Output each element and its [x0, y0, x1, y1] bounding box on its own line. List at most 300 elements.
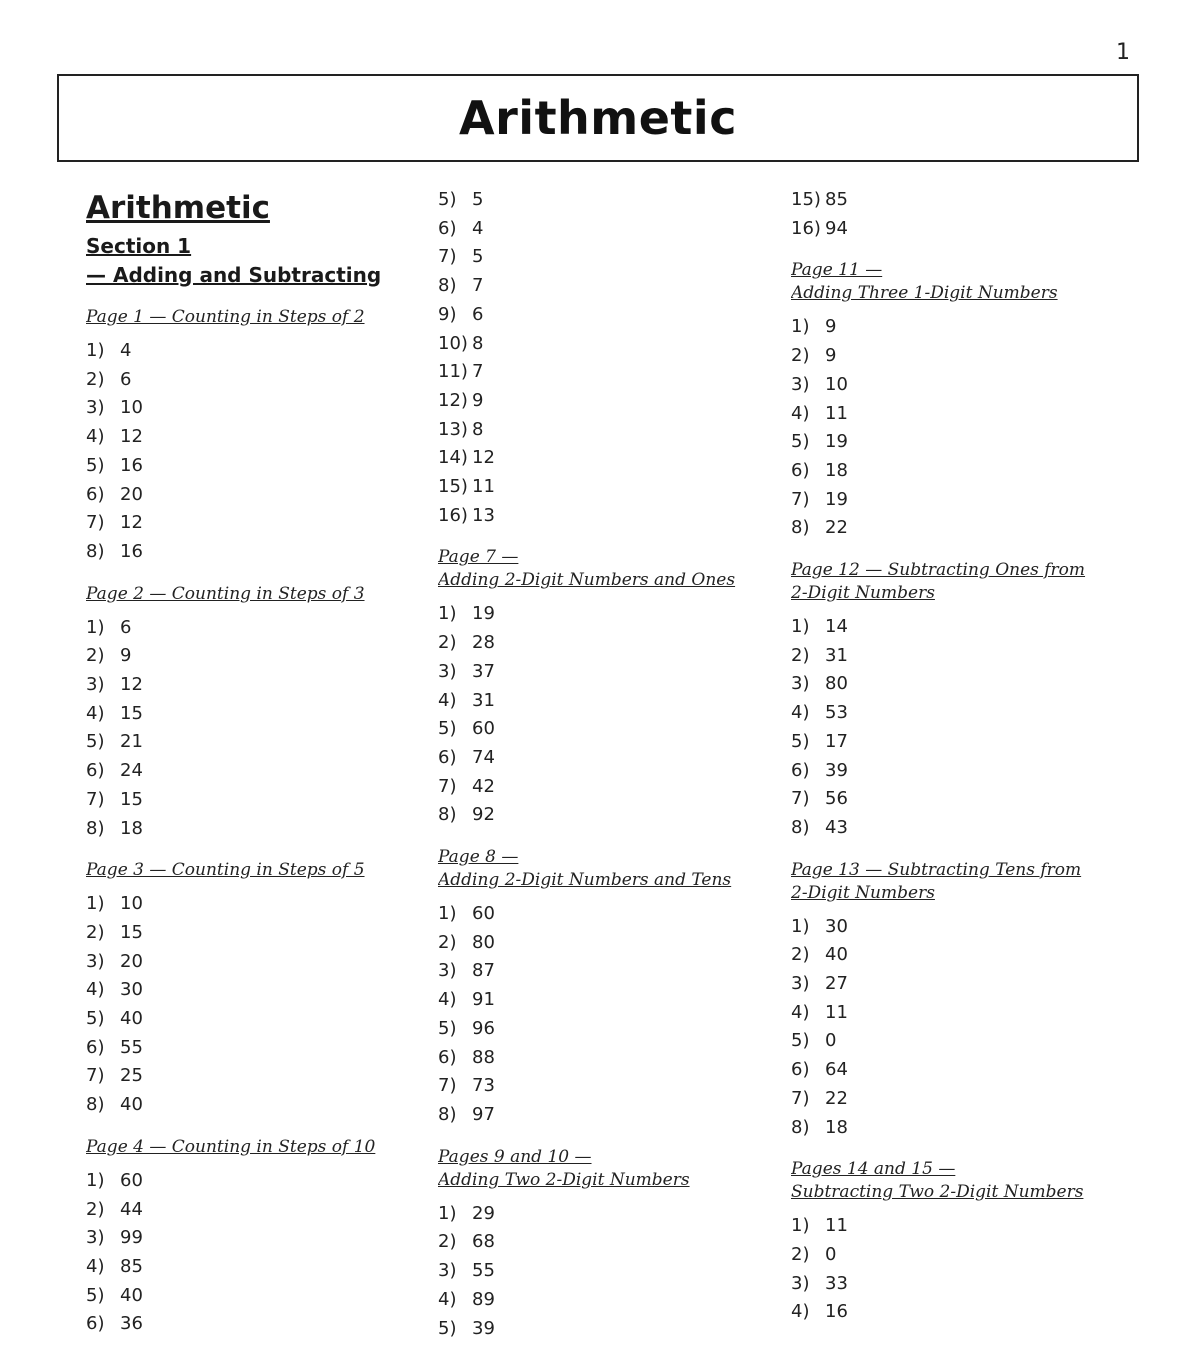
answer-number: 12) — [438, 389, 468, 411]
answer-group — [791, 859, 1121, 1143]
answer-value: 7 — [472, 275, 484, 297]
answer-item — [438, 358, 768, 387]
answer-number: 6) — [438, 217, 457, 239]
answer-item — [86, 366, 416, 395]
answer-list — [86, 890, 416, 1120]
answer-value: 7 — [472, 361, 484, 383]
answer-value: 16 — [825, 1301, 848, 1323]
answer-value: 11 — [825, 1001, 848, 1023]
answer-number: 7) — [438, 246, 457, 268]
answer-item — [791, 1212, 1121, 1241]
answer-item — [791, 1241, 1121, 1270]
answer-value: 55 — [472, 1260, 495, 1282]
answer-group — [86, 306, 416, 567]
page-heading — [438, 1146, 768, 1192]
answer-value: 96 — [472, 1017, 495, 1039]
answer-value: 18 — [825, 1116, 848, 1138]
answer-value: 36 — [120, 1313, 143, 1335]
answer-item — [86, 1091, 416, 1120]
answer-number: 5) — [791, 1030, 810, 1052]
answer-number: 8) — [86, 540, 105, 562]
page-heading-line: Page 11 — — [791, 260, 883, 281]
answer-number: 7) — [791, 1087, 810, 1109]
answer-value: 29 — [472, 1202, 495, 1224]
answer-number: 1) — [791, 915, 810, 937]
answer-item — [86, 337, 416, 366]
answer-value: 18 — [825, 459, 848, 481]
answer-list — [438, 186, 768, 530]
answer-number: 1) — [791, 616, 810, 638]
answer-value: 6 — [472, 303, 484, 325]
page-heading-line: Adding 2-Digit Numbers and Ones — [438, 570, 736, 591]
answer-value: 19 — [825, 488, 848, 510]
answer-number: 15) — [438, 476, 468, 498]
answer-value: 8 — [472, 332, 484, 354]
answer-item — [438, 186, 768, 215]
answer-item — [438, 715, 768, 744]
answer-list — [86, 337, 416, 567]
answer-number: 4) — [86, 702, 105, 724]
page-heading-line: Page 8 — — [438, 847, 519, 868]
answer-item — [791, 186, 1121, 215]
answer-value: 89 — [472, 1288, 495, 1310]
answer-number: 5) — [86, 454, 105, 476]
answer-number: 1) — [86, 340, 105, 361]
answer-number: 1) — [86, 616, 105, 638]
answer-item — [791, 613, 1121, 642]
answer-value: 27 — [825, 973, 848, 995]
answer-item — [791, 1270, 1121, 1299]
answer-group — [438, 546, 768, 830]
answer-item — [438, 1015, 768, 1044]
answer-number: 1) — [86, 1169, 105, 1191]
answer-value: 88 — [472, 1046, 495, 1068]
answer-value: 55 — [120, 1036, 143, 1058]
answer-item — [438, 387, 768, 416]
answer-number: 13) — [438, 418, 468, 440]
answer-item — [86, 1253, 416, 1282]
answer-item — [791, 1298, 1121, 1327]
answer-value: 39 — [825, 759, 848, 781]
answer-value: 0 — [825, 1030, 837, 1052]
answer-item — [791, 428, 1121, 457]
answer-item — [791, 699, 1121, 728]
answer-item — [438, 301, 768, 330]
answer-number: 5) — [438, 189, 457, 210]
answer-column-1 — [86, 186, 416, 1358]
page-heading-line: Adding Two 2-Digit Numbers — [438, 1169, 690, 1190]
answer-column-2 — [438, 186, 768, 1358]
answer-group — [438, 186, 768, 530]
answer-value: 56 — [825, 788, 848, 810]
answer-number: 16) — [791, 217, 821, 239]
answer-value: 33 — [825, 1272, 848, 1294]
answer-number: 6) — [791, 759, 810, 781]
answer-value: 73 — [472, 1075, 495, 1097]
answer-item — [438, 1315, 768, 1344]
answer-item — [86, 728, 416, 757]
answer-value: 11 — [825, 402, 848, 424]
answer-value: 14 — [825, 616, 848, 638]
answer-item — [86, 538, 416, 567]
answer-item — [438, 629, 768, 658]
answer-number: 5) — [438, 718, 457, 740]
answer-value: 20 — [120, 483, 143, 505]
answer-value: 42 — [472, 775, 495, 797]
answer-group — [791, 186, 1121, 243]
page-heading — [438, 546, 768, 592]
answer-item — [791, 999, 1121, 1028]
answer-group — [86, 859, 416, 1120]
answer-number: 7) — [791, 488, 810, 510]
answer-value: 30 — [825, 915, 848, 937]
answer-value: 18 — [120, 817, 143, 839]
answer-number: 3) — [86, 674, 105, 696]
page-heading-line: Page 4 — Counting in Steps of 10 — [86, 1136, 376, 1157]
answer-list — [791, 613, 1121, 843]
answer-value: 53 — [825, 702, 848, 724]
answer-value: 43 — [825, 816, 848, 838]
answer-item — [86, 642, 416, 671]
answer-value: 85 — [825, 189, 848, 210]
answer-item — [86, 1224, 416, 1253]
page-heading — [791, 559, 1121, 605]
answer-number: 3) — [86, 1227, 105, 1249]
answer-item — [438, 444, 768, 473]
answer-item — [86, 700, 416, 729]
page-heading-line: Subtracting Two 2-Digit Numbers — [791, 1182, 1084, 1203]
answer-number: 3) — [791, 373, 810, 395]
answer-value: 10 — [120, 397, 143, 419]
answer-number: 9) — [438, 303, 457, 325]
answer-value: 91 — [472, 989, 495, 1011]
answer-item — [86, 976, 416, 1005]
answer-item — [86, 671, 416, 700]
answer-list — [438, 600, 768, 830]
answer-value: 60 — [120, 1169, 143, 1191]
answer-item — [438, 900, 768, 929]
answer-item — [438, 957, 768, 986]
answer-item — [86, 1062, 416, 1091]
answer-item — [86, 815, 416, 844]
answer-number: 3) — [438, 1260, 457, 1282]
answer-value: 30 — [120, 979, 143, 1001]
answer-item — [438, 1200, 768, 1229]
answer-value: 20 — [120, 950, 143, 972]
answer-value: 5 — [472, 246, 484, 268]
answer-item — [86, 919, 416, 948]
answer-group — [791, 259, 1121, 543]
page-heading — [438, 846, 768, 892]
answer-value: 80 — [825, 673, 848, 695]
answer-value: 15 — [120, 921, 143, 943]
section-subheading-line: — Adding and Subtracting — [86, 263, 382, 287]
answer-value: 15 — [120, 702, 143, 724]
answer-item — [438, 1257, 768, 1286]
answer-item — [791, 814, 1121, 843]
answer-value: 0 — [825, 1243, 837, 1265]
answer-number: 4) — [438, 689, 457, 711]
answer-item — [438, 600, 768, 629]
answer-list — [791, 913, 1121, 1143]
answer-group — [86, 1136, 416, 1339]
answer-number: 6) — [86, 760, 105, 782]
answer-item — [791, 313, 1121, 342]
answer-number: 2) — [86, 1198, 105, 1220]
answer-value: 6 — [120, 616, 132, 638]
answer-item — [438, 744, 768, 773]
answer-value: 40 — [825, 944, 848, 966]
answer-value: 22 — [825, 1087, 848, 1109]
page-heading — [86, 859, 416, 882]
answer-value: 17 — [825, 730, 848, 752]
answer-item — [86, 509, 416, 538]
answer-number: 3) — [438, 660, 457, 682]
answer-item — [86, 423, 416, 452]
answer-item — [438, 773, 768, 802]
answer-value: 12 — [120, 512, 143, 534]
answer-value: 74 — [472, 746, 495, 768]
answer-item — [438, 1101, 768, 1130]
answer-number: 8) — [438, 275, 457, 297]
answer-value: 92 — [472, 804, 495, 826]
answer-number: 5) — [438, 1317, 457, 1339]
answer-item — [86, 394, 416, 423]
page-heading-line: Adding 2-Digit Numbers and Tens — [438, 870, 732, 891]
answer-value: 87 — [472, 960, 495, 982]
answer-value: 31 — [472, 689, 495, 711]
answer-value: 19 — [825, 431, 848, 453]
answer-value: 11 — [825, 1215, 848, 1237]
answer-number: 11) — [438, 361, 468, 383]
answer-number: 14) — [438, 447, 468, 469]
page-heading-line: Page 3 — Counting in Steps of 5 — [86, 860, 365, 881]
answer-number: 8) — [438, 1103, 457, 1125]
answer-item — [438, 687, 768, 716]
page-heading-line: Adding Three 1-Digit Numbers — [791, 283, 1058, 304]
answer-value: 9 — [825, 345, 837, 367]
answer-number: 4) — [791, 1001, 810, 1023]
answer-number: 2) — [791, 644, 810, 666]
answer-number: 6) — [791, 1059, 810, 1081]
answer-item — [791, 371, 1121, 400]
answer-item — [791, 1085, 1121, 1114]
answer-list — [86, 614, 416, 844]
answer-number: 3) — [791, 973, 810, 995]
answer-column-3 — [791, 186, 1121, 1358]
answer-number: 2) — [791, 1243, 810, 1265]
answer-item — [438, 1072, 768, 1101]
page-number: 1 — [1116, 40, 1130, 65]
answer-number: 6) — [438, 746, 457, 768]
answer-number: 6) — [86, 1036, 105, 1058]
answer-value: 28 — [472, 632, 495, 654]
answer-item — [791, 457, 1121, 486]
answer-value: 12 — [472, 447, 495, 469]
page-heading-line: Pages 14 and 15 — — [791, 1159, 956, 1180]
answer-value: 6 — [120, 368, 132, 390]
answer-item — [86, 1034, 416, 1063]
page-heading-line: Page 12 — Subtracting Ones from — [791, 560, 1086, 581]
answer-value: 10 — [120, 893, 143, 915]
answer-number: 4) — [86, 1255, 105, 1277]
answer-number: 4) — [438, 1288, 457, 1310]
answer-value: 8 — [472, 418, 484, 440]
answer-item — [438, 1044, 768, 1073]
answer-list — [791, 186, 1121, 243]
answer-value: 24 — [120, 760, 143, 782]
answer-item — [86, 1310, 416, 1339]
page-heading-line: Page 2 — Counting in Steps of 3 — [86, 583, 365, 604]
answer-number: 2) — [791, 944, 810, 966]
answer-value: 12 — [120, 426, 143, 448]
page-heading-line: 2-Digit Numbers — [791, 882, 935, 903]
answer-number: 5) — [86, 1284, 105, 1306]
page-title: Arithmetic — [459, 91, 737, 145]
answer-number: 7) — [791, 788, 810, 810]
answer-group — [791, 1158, 1121, 1327]
answer-value: 60 — [472, 903, 495, 925]
answer-item — [791, 642, 1121, 671]
answer-item — [438, 215, 768, 244]
page-heading — [86, 306, 416, 329]
answer-number: 2) — [86, 368, 105, 390]
answer-item — [791, 400, 1121, 429]
answer-value: 12 — [120, 674, 143, 696]
answer-group — [86, 583, 416, 844]
answer-number: 5) — [791, 730, 810, 752]
answer-number: 3) — [86, 950, 105, 972]
answer-item — [791, 1114, 1121, 1143]
answer-number: 8) — [791, 816, 810, 838]
answer-item — [86, 614, 416, 643]
answer-number: 1) — [86, 893, 105, 915]
answer-number: 4) — [86, 979, 105, 1001]
answer-number: 4) — [438, 989, 457, 1011]
answer-number: 1) — [438, 1202, 457, 1224]
answer-item — [86, 1282, 416, 1311]
answer-value: 10 — [825, 373, 848, 395]
answer-value: 40 — [120, 1284, 143, 1306]
answer-value: 13 — [472, 504, 495, 526]
answer-item — [791, 1027, 1121, 1056]
answer-item — [791, 970, 1121, 999]
answer-item — [438, 986, 768, 1015]
answer-item — [438, 929, 768, 958]
answer-number: 3) — [438, 960, 457, 982]
answer-value: 37 — [472, 660, 495, 682]
page-heading-line: 2-Digit Numbers — [791, 583, 935, 604]
answer-value: 11 — [472, 476, 495, 498]
answer-value: 94 — [825, 217, 848, 239]
page-heading-line: Page 13 — Subtracting Tens from — [791, 859, 1082, 880]
answer-number: 5) — [438, 1017, 457, 1039]
page-heading — [86, 583, 416, 606]
answer-item — [791, 1056, 1121, 1085]
section-subheading — [86, 232, 416, 290]
answer-item — [791, 913, 1121, 942]
answer-value: 16 — [120, 540, 143, 562]
answer-item — [86, 481, 416, 510]
answer-value: 64 — [825, 1059, 848, 1081]
answer-item — [438, 473, 768, 502]
answer-number: 4) — [791, 702, 810, 724]
answer-number: 16) — [438, 504, 468, 526]
answer-value: 5 — [472, 189, 484, 210]
answer-item — [438, 416, 768, 445]
answer-value: 15 — [120, 788, 143, 810]
answer-item — [791, 514, 1121, 543]
page-heading-line: Page 1 — Counting in Steps of 2 — [86, 307, 365, 327]
answer-value: 9 — [825, 316, 837, 338]
answer-value: 9 — [120, 645, 132, 667]
answer-value: 68 — [472, 1231, 495, 1253]
answer-number: 7) — [86, 512, 105, 534]
answer-number: 3) — [791, 1272, 810, 1294]
answer-value: 21 — [120, 731, 143, 753]
answer-number: 15) — [791, 189, 821, 210]
answer-item — [86, 757, 416, 786]
answer-item — [438, 658, 768, 687]
answer-item — [438, 272, 768, 301]
answer-item — [791, 215, 1121, 244]
answer-value: 9 — [472, 389, 484, 411]
answer-number: 4) — [86, 426, 105, 448]
answer-list — [438, 1200, 768, 1344]
answer-value: 99 — [120, 1227, 143, 1249]
answer-number: 2) — [86, 645, 105, 667]
answer-value: 85 — [120, 1255, 143, 1277]
answer-number: 6) — [86, 1313, 105, 1335]
answer-number: 10) — [438, 332, 468, 354]
answer-number: 7) — [86, 1065, 105, 1087]
answer-number: 2) — [438, 931, 457, 953]
answer-item — [791, 785, 1121, 814]
answer-value: 31 — [825, 644, 848, 666]
answer-number: 3) — [86, 397, 105, 419]
answer-number: 8) — [791, 517, 810, 539]
answer-value: 44 — [120, 1198, 143, 1220]
page-heading-line: Pages 9 and 10 — — [438, 1146, 592, 1167]
title-banner — [57, 74, 1139, 162]
answer-item — [438, 1286, 768, 1315]
answer-value: 97 — [472, 1103, 495, 1125]
answer-number: 1) — [791, 1215, 810, 1237]
section-subheading-line: Section 1 — [86, 234, 192, 258]
answer-value: 16 — [120, 454, 143, 476]
answer-item — [86, 890, 416, 919]
answer-item — [438, 502, 768, 531]
answer-number: 8) — [791, 1116, 810, 1138]
answer-number: 5) — [86, 731, 105, 753]
answer-value: 25 — [120, 1065, 143, 1087]
answer-list — [438, 900, 768, 1130]
answer-group — [791, 559, 1121, 843]
answer-value: 80 — [472, 931, 495, 953]
answer-item — [438, 330, 768, 359]
answer-item — [791, 670, 1121, 699]
answer-item — [438, 1228, 768, 1257]
answer-number: 2) — [438, 632, 457, 654]
answer-number: 5) — [86, 1008, 105, 1030]
answer-list — [791, 313, 1121, 543]
answer-number: 2) — [438, 1231, 457, 1253]
answer-value: 39 — [472, 1317, 495, 1339]
answer-group — [438, 846, 768, 1130]
answer-number: 5) — [791, 431, 810, 453]
answer-number: 7) — [438, 775, 457, 797]
answer-item — [438, 243, 768, 272]
